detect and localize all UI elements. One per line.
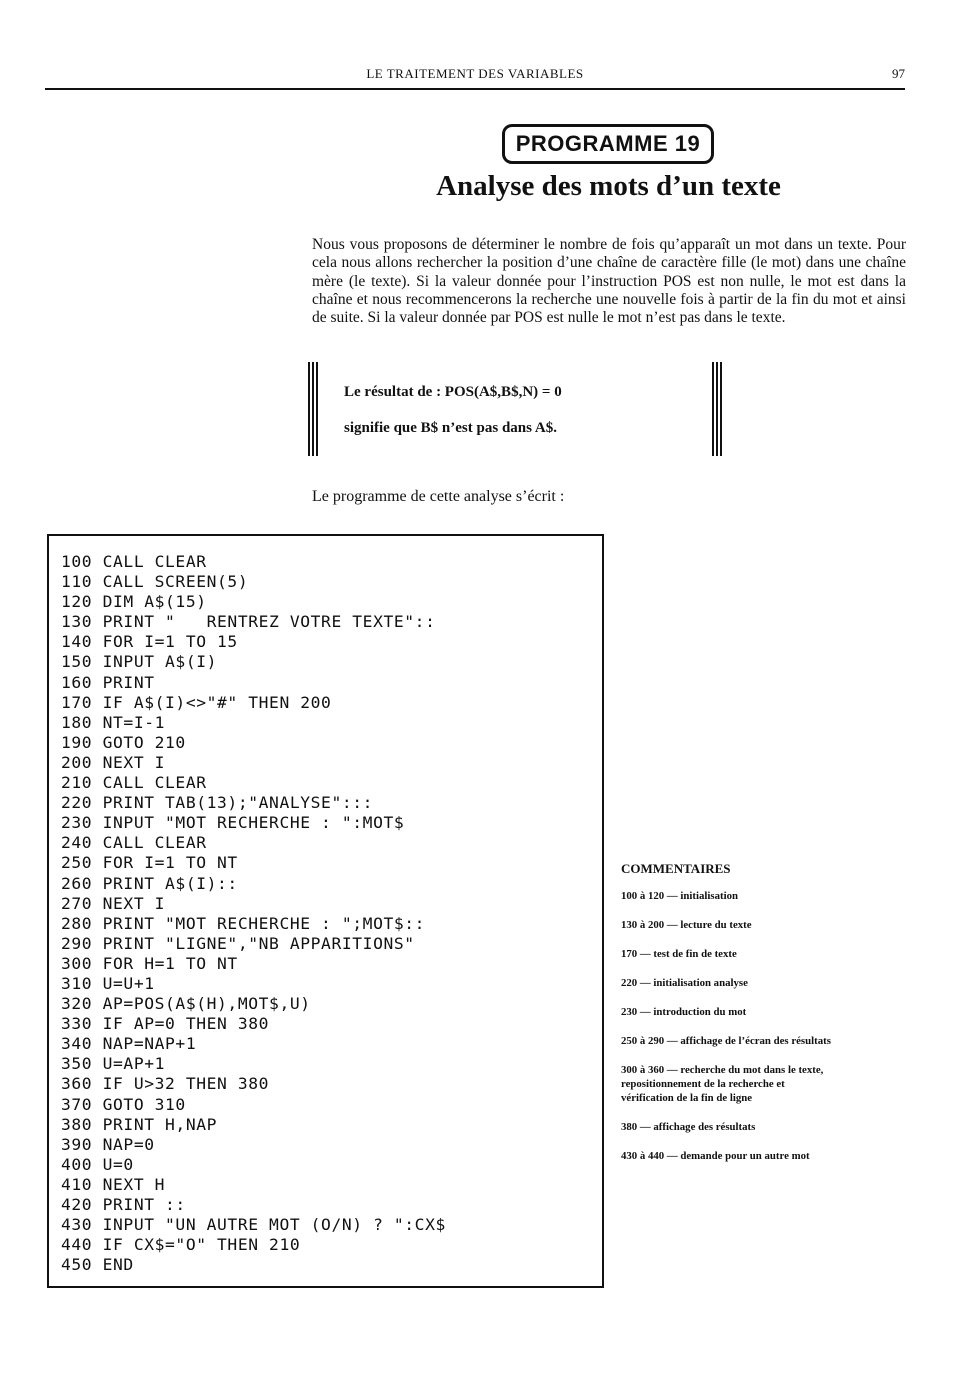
comment-item: 220 — initialisation analyse <box>621 977 748 989</box>
code-line: 400 U=0 <box>61 1154 134 1174</box>
code-listing <box>61 552 446 1275</box>
note-left-bars <box>308 362 318 456</box>
code-line: 450 END <box>61 1255 134 1275</box>
comment-item: 380 — affichage des résultats <box>621 1121 756 1133</box>
page-title: Analyse des mots d’un texte <box>436 170 781 202</box>
comment-item: 430 à 440 — demande pour un autre mot <box>621 1150 810 1162</box>
code-line: 160 PRINT <box>61 672 155 692</box>
code-line: 120 DIM A$(15) <box>61 592 207 612</box>
code-line: 330 IF AP=0 THEN 380 <box>61 1014 270 1034</box>
code-line: 280 PRINT "MOT RECHERCHE : ";MOT$:: <box>61 913 426 933</box>
code-line: 170 IF A$(I)<>"#" THEN 200 <box>61 692 332 712</box>
code-line: 210 CALL CLEAR <box>61 773 207 793</box>
comment-item: 250 à 290 — affichage de l’écran des résultats <box>621 1035 831 1047</box>
code-listing-box <box>47 534 604 1288</box>
running-header <box>45 64 905 90</box>
code-line: 240 CALL CLEAR <box>61 833 207 853</box>
code-line: 300 FOR H=1 TO NT <box>61 953 238 973</box>
code-line: 140 FOR I=1 TO 15 <box>61 632 238 652</box>
code-line: 420 PRINT :: <box>61 1195 186 1214</box>
code-line: 440 IF CX$="O" THEN 210 <box>61 1235 301 1255</box>
code-line: 380 PRINT H,NAP <box>61 1114 218 1134</box>
running-title: LE TRAITEMENT DES VARIABLES <box>366 66 584 81</box>
code-line: 180 NT=I-1 <box>61 712 166 732</box>
code-line: 390 NAP=0 <box>61 1134 155 1154</box>
comment-item: 100 à 120 — initialisation <box>621 890 738 902</box>
comment-item: 130 à 200 — lecture du texte <box>621 919 752 931</box>
comments-section <box>621 861 921 1178</box>
code-line: 410 NEXT H <box>61 1174 166 1194</box>
code-line: 130 PRINT " RENTREZ VOTRE TEXTE":: <box>61 612 436 632</box>
code-line: 250 FOR I=1 TO NT <box>61 853 238 873</box>
note-box <box>308 362 722 456</box>
code-line: 260 PRINT A$(I):: <box>61 873 238 893</box>
code-line: 340 NAP=NAP+1 <box>61 1034 197 1054</box>
comment-item: 170 — test de fin de texte <box>621 948 737 960</box>
code-line: 350 U=AP+1 <box>61 1054 166 1074</box>
intro-paragraph: Nous vous proposons de déterminer le nombre de fois qu’apparaît un mot dans un texte. Pour cela nous allons rechercher la position d’une chaîne de caractère fille (le mot) dans une chaîne mère (le texte). Si la valeur donnée pour l’instruction POS est non nulle, le mot est dans la chaîne et nous recommencerons la recherche une nouvelle fois à partir de la fin du mot et ainsi de suite. Si la valeur donnée par POS est nulle le mot n’est pas dans le texte. <box>312 236 906 327</box>
code-line: 220 PRINT TAB(13);"ANALYSE"::: <box>61 793 374 813</box>
code-line: 290 PRINT "LIGNE","NB APPARITIONS" <box>61 933 415 953</box>
code-line: 310 U=U+1 <box>61 973 155 993</box>
comments-list <box>621 889 921 1163</box>
comment-item: 300 à 360 — recherche du mot dans le texte, repositionnement de la recherche et vérification de la fin de ligne <box>621 1064 824 1104</box>
code-line: 110 CALL SCREEN(5) <box>61 572 249 592</box>
code-line: 430 INPUT "UN AUTRE MOT (O/N) ? ":CX$ <box>61 1215 446 1235</box>
code-line: 370 GOTO 310 <box>61 1094 186 1114</box>
code-line: 200 NEXT I <box>61 752 166 772</box>
code-line: 100 CALL CLEAR <box>61 552 207 571</box>
comment-item: 230 — introduction du mot <box>621 1006 747 1018</box>
comments-title: COMMENTAIRES <box>621 861 731 876</box>
program-label: PROGRAMME 19 <box>502 124 714 164</box>
note-line-1: Le résultat de : POS(A$,B$,N) = 0 <box>344 384 562 400</box>
note-right-bars <box>712 362 722 456</box>
page-number: 97 <box>892 66 905 81</box>
code-line: 360 IF U>32 THEN 380 <box>61 1074 270 1094</box>
code-line: 190 GOTO 210 <box>61 732 186 752</box>
note-line-2: signifie que B$ n’est pas dans A$. <box>344 420 557 436</box>
code-line: 320 AP=POS(A$(H),MOT$,U) <box>61 994 311 1014</box>
program-intro: Le programme de cette analyse s’écrit : <box>312 488 565 505</box>
code-line: 150 INPUT A$(I) <box>61 652 218 672</box>
code-line: 270 NEXT I <box>61 893 166 913</box>
code-line: 230 INPUT "MOT RECHERCHE : ":MOT$ <box>61 813 405 833</box>
